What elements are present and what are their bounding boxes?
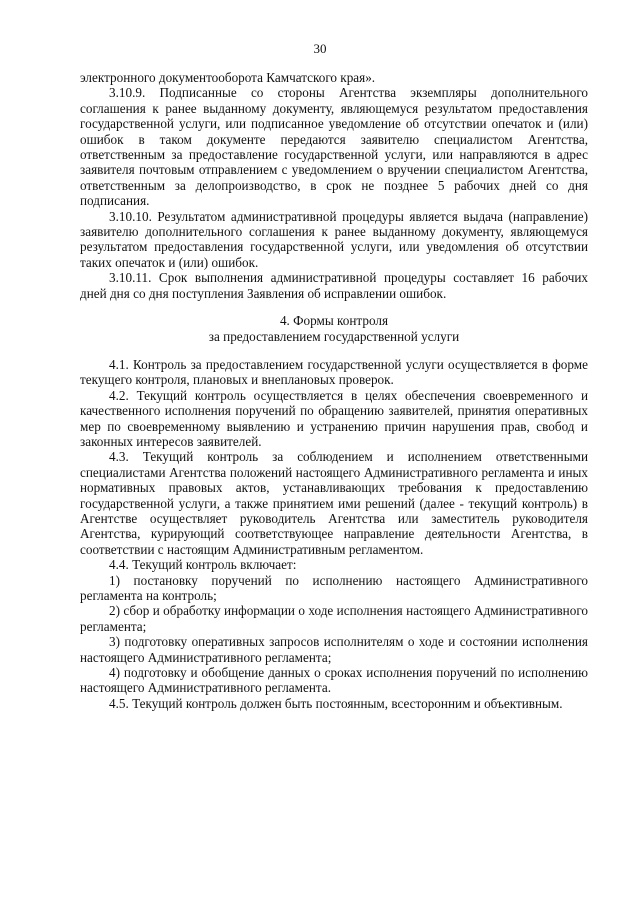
section-heading-line-2: за предоставлением государственной услуги [208,328,460,344]
paragraph-continuation: электронного документооборота Камчатского края». [80,70,376,85]
paragraph-4-2: 4.2. Текущий контроль осуществляется в целях обеспечения своевременного и качественного исполнения поручений по обращению заявителей, принятия оперативных мер по своевременному выявлению и устранению причин нарушения прав, свобод и законных интересов заявителей. [80,387,588,449]
page-number: 30 [313,41,327,56]
paragraph-4-3: 4.3. Текущий контроль за соблюдением и исполнением ответственными специалистами Агентства положений настоящего Административного регламента и иных нормативных правовых актов, устанавливающих требования к предоставлению государственной услуги, а также принятием ими решений (далее - текущий контроль) в Агентстве осуществляет руководитель Агентства или заместитель руководителя Агентства, курирующий соответствующее направление деятельности Агентства, в соответствии с настоящим Административным регламентом. [80,449,588,557]
list-item-2: 2) сбор и обработку информации о ходе исполнения настоящего Административного регламента; [80,603,588,634]
list-item-3: 3) подготовку оперативных запросов исполнителям о ходе и состоянии исполнения настоящего Административного регламента; [80,634,588,665]
paragraph-3-10-11: 3.10.11. Срок выполнения административной процедуры составляет 16 рабочих дней дня со дня поступления Заявления об исправлении ошибок. [80,270,588,301]
paragraph-4-5: 4.5. Текущий контроль должен быть постоянным, всесторонним и объективным. [109,695,563,711]
paragraph-3-10-9: 3.10.9. Подписанные со стороны Агентства экземпляры дополнительного соглашения к ранее выданному документу, являющемуся результатом предоставления государственной услуги, или подписанное уведомление об отсутствии опечаток и (или) ошибок в таком документе передаются заявителю специалистом Агентства, ответственным за предоставление государственной услуги, или направляются в адрес заявителя почтовым отправлением с уведомлением о вручении специалистом Агентства, ответственным за делопроизводство, в срок не позднее 5 рабочих дней со дня подписания. [80,85,588,209]
paragraph-4-4: 4.4. Текущий контроль включает: [109,557,297,573]
paragraph-4-1: 4.1. Контроль за предоставлением государственной услуги осуществляется в форме текущего контроля, плановых и внеплановых проверок. [80,356,588,388]
paragraph-3-10-10: 3.10.10. Результатом административной процедуры является выдача (направление) заявителю дополнительного соглашения к ранее выданному документу, являющемуся результатом предоставления государственной услуги, или уведомления об отсутствии таких опечаток и (или) ошибок. [80,208,588,270]
section-heading-line-1: 4. Формы контроля [279,313,389,329]
list-item-4: 4) подготовку и обобщение данных о сроках исполнения поручений по исполнению настоящего Административного регламента. [80,665,588,696]
document-body [80,70,588,711]
list-item-1: 1) постановку поручений по исполнению настоящего Административного регламента на контроль; [80,572,588,603]
